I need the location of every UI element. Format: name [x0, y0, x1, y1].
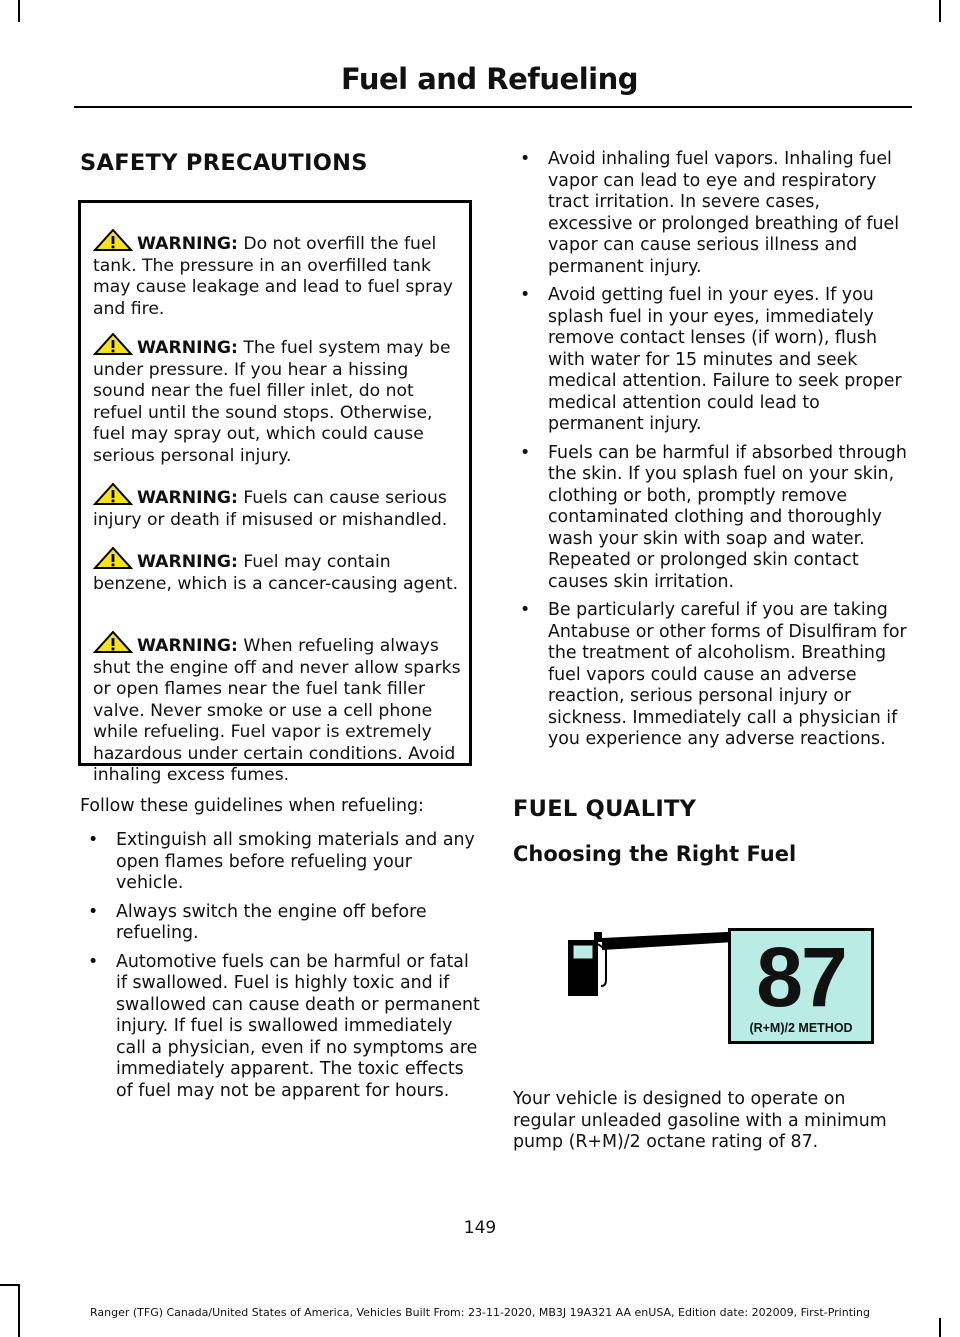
fuel-subheading: Choosing the Right Fuel	[513, 842, 797, 866]
safety-heading: SAFETY PRECAUTIONS	[80, 150, 368, 176]
bullet: •	[88, 901, 99, 922]
warning-1	[93, 229, 465, 320]
warning-label: WARNING:	[137, 234, 238, 254]
octane-method: (R+M)/2 METHOD	[749, 1021, 853, 1035]
warning-text: The fuel system may be under pressure. If you hear a hissing sound near the fuel filler inlet, do not refuel until the sound stops. Otherwise, fuel may spray out, which could cause serious personal injury.	[93, 338, 451, 466]
list-item	[512, 600, 908, 751]
crop-mark	[18, 0, 20, 22]
warning-2	[93, 333, 465, 467]
warning-text: Fuel may contain benzene, which is a cancer-causing agent.	[93, 552, 459, 594]
list-item	[512, 149, 908, 278]
warning-text: Do not overfill the fuel tank. The pressure in an overfilled tank may cause leakage and lead to fuel spray and fire.	[93, 234, 453, 319]
warning-triangle-icon	[93, 631, 137, 653]
octane-label	[728, 928, 874, 1044]
warning-triangle-icon	[93, 483, 137, 505]
list-item-text: Fuels can be harmful if absorbed through the skin. If you splash fuel on your skin, clothing or both, promptly remove contaminated clothing and thoroughly wash your skin with soap and water. Repeated or prolonged skin contact causes skin irritation.	[548, 442, 907, 592]
warning-label: WARNING:	[137, 338, 238, 358]
bullet: •	[88, 951, 99, 972]
warning-text: Fuels can cause serious injury or death if misused or mishandled.	[93, 488, 448, 530]
guidelines-list-right	[512, 149, 908, 758]
list-item	[512, 285, 908, 436]
page-title: Fuel and Refueling	[340, 62, 638, 96]
crop-mark	[939, 0, 941, 22]
warning-triangle-icon	[93, 547, 137, 569]
warning-label: WARNING:	[137, 488, 238, 508]
list-item-text: Extinguish all smoking materials and any open flames before refueling your vehicle.	[116, 830, 475, 893]
warning-3	[93, 483, 465, 531]
warning-label: WARNING:	[137, 636, 238, 656]
warning-triangle-icon	[93, 229, 137, 251]
list-item	[512, 443, 908, 594]
fuel-quality-heading: FUEL QUALITY	[513, 796, 697, 822]
list-item-text: Always switch the engine off before refueling.	[116, 901, 427, 943]
list-item	[80, 830, 480, 895]
crop-mark	[0, 1284, 18, 1286]
page-footer: Ranger (TFG) Canada/United States of America, Vehicles Built From: 23-11-2020, MB3J 19A321 AA enUSA, Edition date: 202009, First-Printing	[89, 1306, 871, 1319]
bullet: •	[520, 149, 531, 169]
list-item-text: Be particularly careful if you are taking Antabuse or other forms of Disulfiram for the treatment of alcoholism. Breathing fuel vapors could cause an adverse reaction, serious personal injury or sickness. Immediately call a physician if you experience any adverse reactions.	[548, 600, 907, 749]
octane-number: 87	[756, 930, 846, 1024]
list-item-text: Avoid inhaling fuel vapors. Inhaling fuel vapor can lead to eye and respiratory tract irritation. In severe cases, excessive or prolonged breathing of fuel vapor can cause serious illness and permanent injury.	[548, 149, 900, 277]
bullet: •	[520, 442, 531, 463]
list-item	[80, 952, 480, 1103]
bullet: •	[520, 600, 531, 620]
guidelines-list-left	[80, 830, 480, 1109]
bullet: •	[88, 830, 99, 850]
fuel-body-text: Your vehicle is designed to operate on regular unleaded gasoline with a minimum pump (R+M)/2 octane rating of 87.	[513, 1089, 887, 1152]
warning-triangle-icon	[93, 333, 137, 355]
warning-5	[93, 631, 465, 787]
crop-mark	[939, 1318, 941, 1337]
warning-label: WARNING:	[137, 552, 238, 572]
octane-illustration	[566, 926, 872, 1042]
page-number: 149	[463, 1218, 497, 1238]
list-item	[80, 902, 480, 945]
list-item-text: Automotive fuels can be harmful or fatal if swallowed. Fuel is highly toxic and if swallowed can cause death or permanent injury. If fuel is swallowed immediately call a physician, even if no symptoms are immediately apparent. The toxic effects of fuel may not be apparent for hours.	[116, 951, 480, 1101]
warning-4	[93, 547, 465, 595]
header-rule	[74, 106, 912, 108]
bullet: •	[520, 285, 531, 305]
warning-text: When refueling always shut the engine off and never allow sparks or open flames near the fuel tank filler valve. Never smoke or use a cell phone while refueling. Fuel vapor is extremely hazardous under certain conditions. Avoid inhaling excess fumes.	[93, 636, 461, 785]
warning-box	[78, 200, 472, 785]
list-item-text: Avoid getting fuel in your eyes. If you splash fuel in your eyes, immediately remove contact lenses (if worn), flush with water for 15 minutes and seek medical attention. Failure to seek proper medical attention could lead to permanent injury.	[548, 285, 902, 434]
guidelines-intro: Follow these guidelines when refueling:	[80, 796, 424, 816]
